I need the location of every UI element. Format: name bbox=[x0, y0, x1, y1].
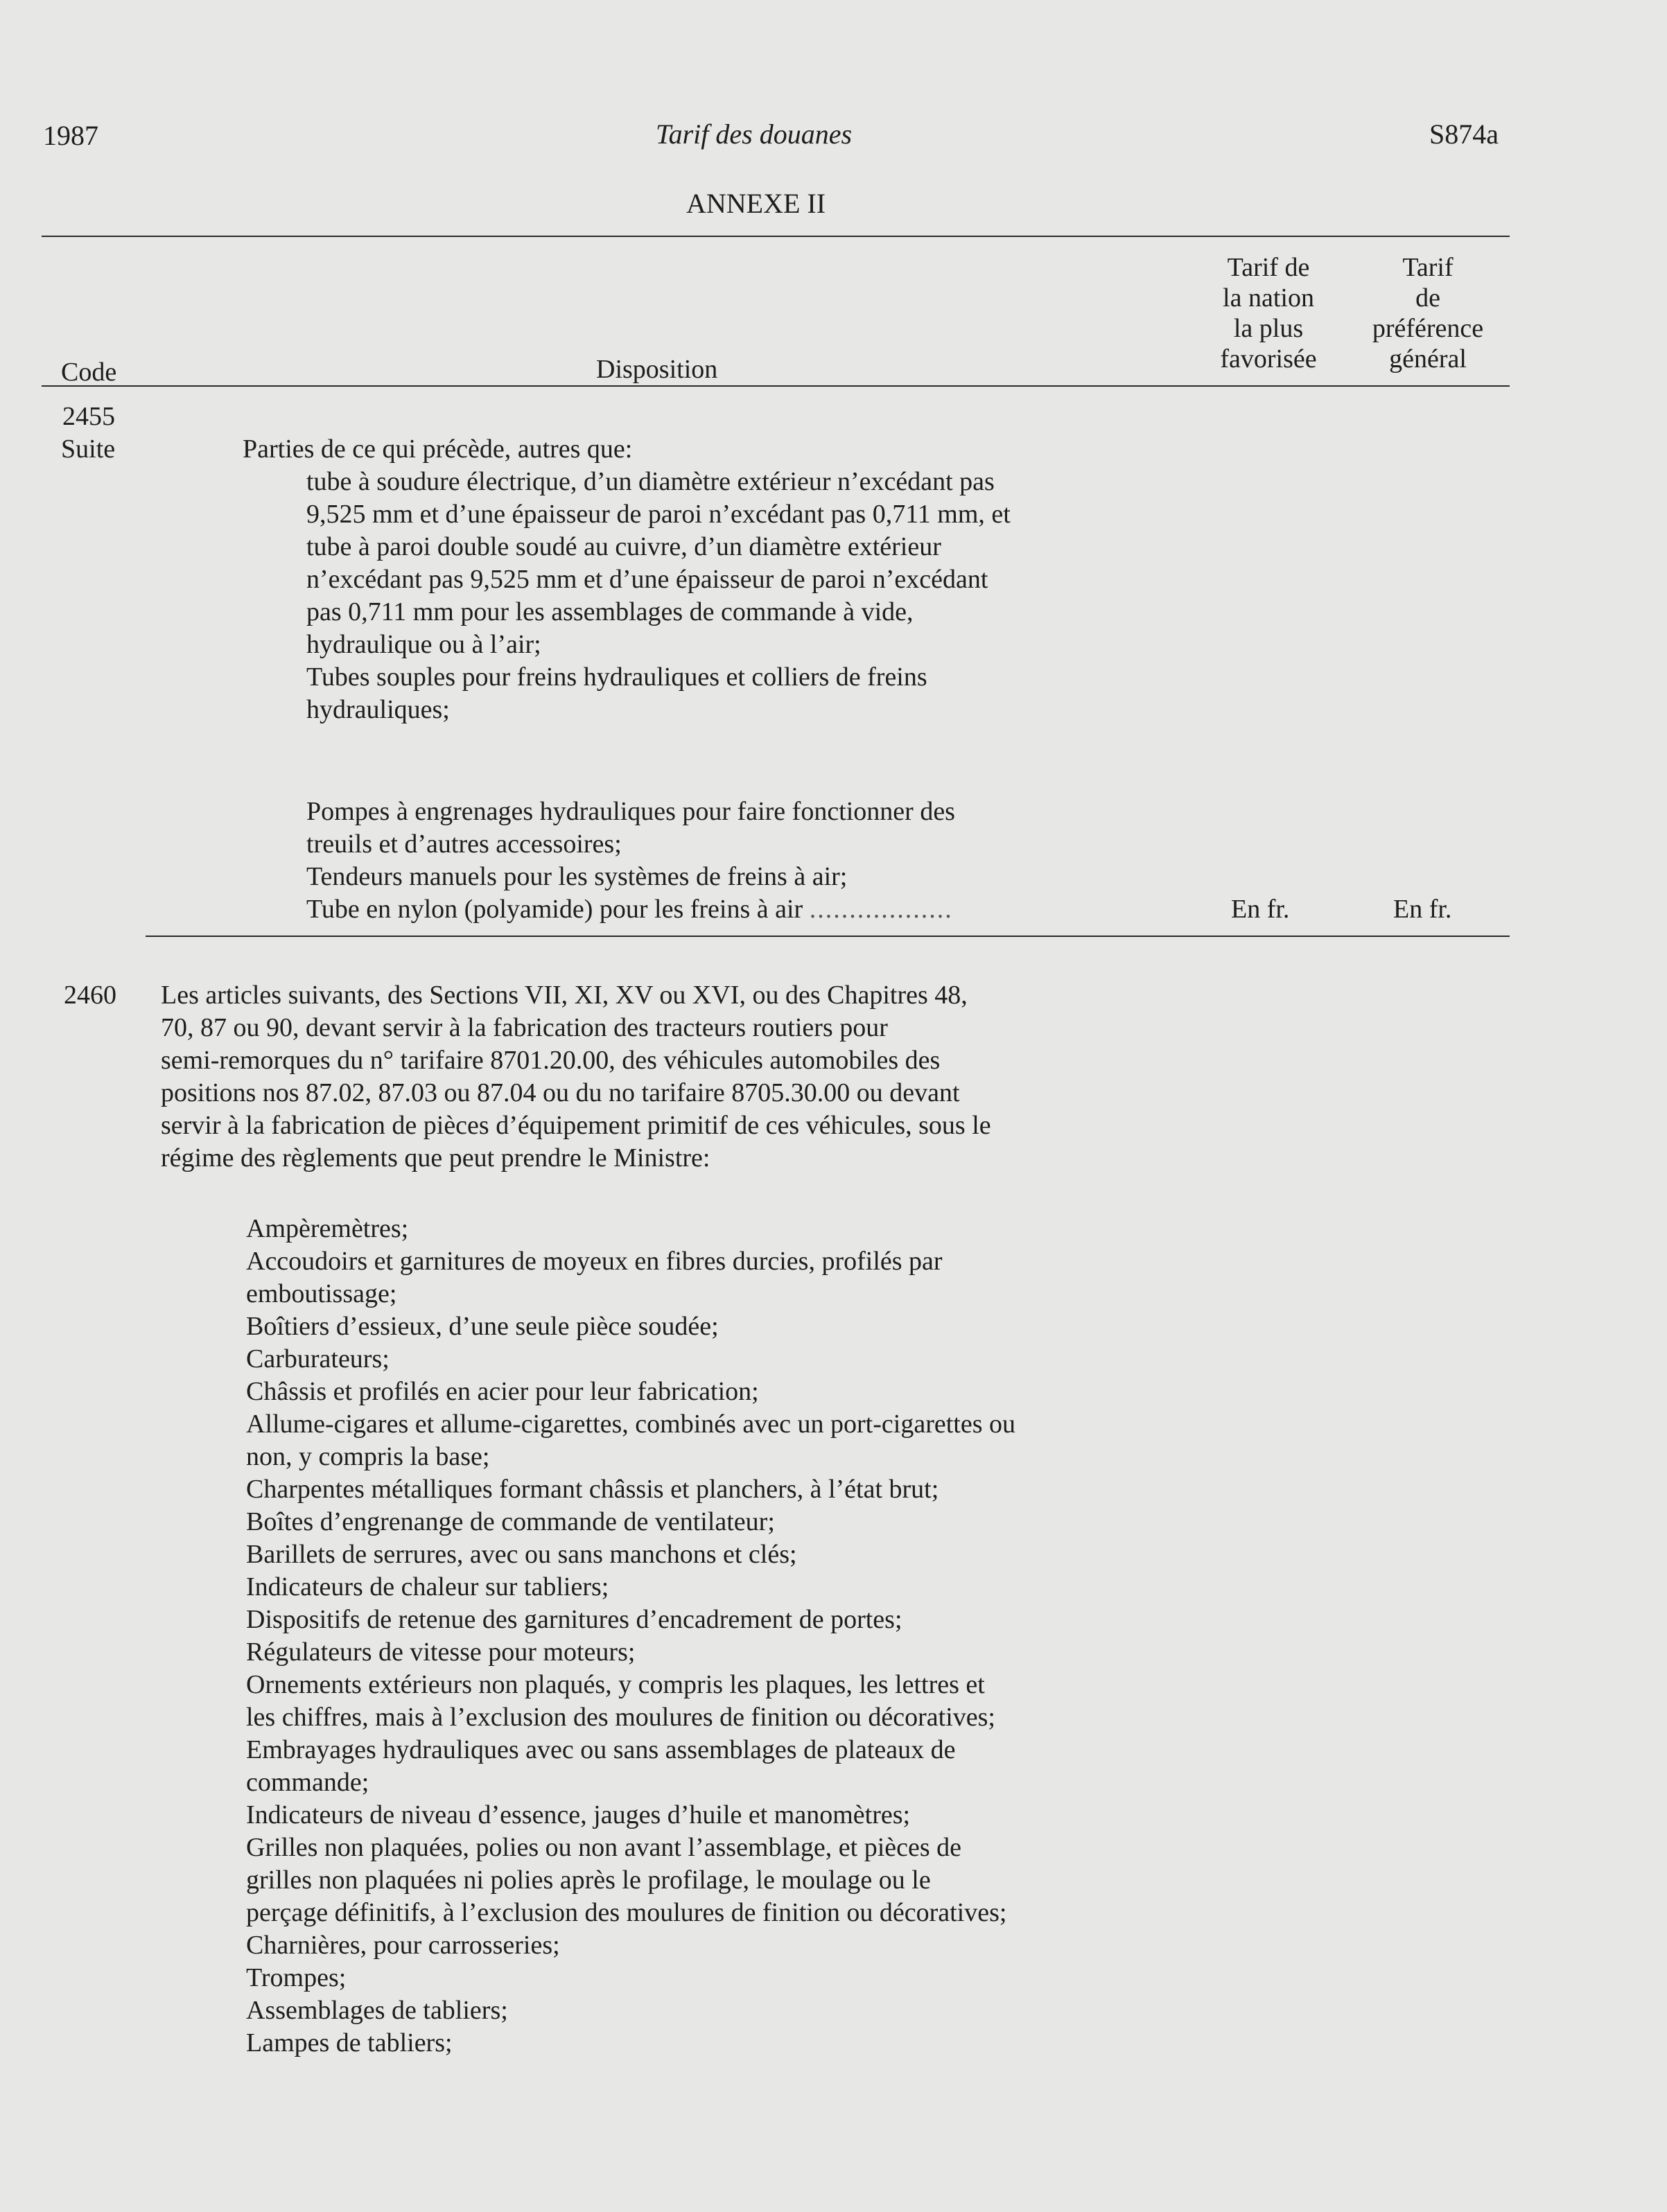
header-rule-top bbox=[42, 236, 1510, 237]
list-item: Dispositifs de retenue des garnitures d’encadrement de portes; bbox=[246, 1605, 902, 1634]
mfn-line: la nation bbox=[1223, 283, 1314, 313]
list-item: Trompes; bbox=[246, 1963, 347, 1992]
annex-title: ANNEXE II bbox=[686, 188, 826, 219]
text-line: treuils et d’autres accessoires; bbox=[306, 830, 622, 859]
list-item: Charnières, pour carrosseries; bbox=[246, 1931, 560, 1960]
text-line: hydraulique ou à l’air; bbox=[306, 630, 541, 659]
list-item: emboutissage; bbox=[246, 1279, 397, 1308]
list-item: Indicateurs de chaleur sur tabliers; bbox=[246, 1572, 609, 1601]
text-line: Tubes souples pour freins hydrauliques et colliers de freins bbox=[306, 662, 927, 692]
list-item: Assemblages de tabliers; bbox=[246, 1996, 508, 2025]
text-line: servir à la fabrication de pièces d’équipement primitif de ces véhicules, sous le bbox=[161, 1111, 991, 1140]
leader-dots: .................. bbox=[809, 895, 953, 924]
list-item: Charpentes métalliques formant châssis et planchers, à l’état brut; bbox=[246, 1475, 939, 1504]
header-rule-bottom bbox=[42, 385, 1510, 387]
text-line: Pompes à engrenages hydrauliques pour faire fonctionner des bbox=[306, 797, 955, 826]
list-item: commande; bbox=[246, 1768, 369, 1797]
code-2455: 2455 bbox=[62, 402, 115, 431]
entry-2455-last-line bbox=[306, 893, 953, 926]
last-line-text: Tube en nylon (polyamide) pour les freins à air bbox=[306, 895, 803, 924]
year: 1987 bbox=[43, 120, 98, 151]
text-line: n’excédant pas 9,525 mm et d’une épaisseur de paroi n’excédant bbox=[306, 565, 988, 594]
rate-gpt-2455: En fr. bbox=[1393, 895, 1452, 924]
running-title: Tarif des douanes bbox=[656, 119, 853, 150]
list-item: Carburateurs; bbox=[246, 1344, 390, 1373]
list-item: Allume-cigares et allume-cigarettes, combinés avec un port-cigarettes ou bbox=[246, 1410, 1015, 1439]
column-header-disposition: Disposition bbox=[596, 355, 718, 384]
text-line: 9,525 mm et d’une épaisseur de paroi n’excédant pas 0,711 mm, et bbox=[306, 500, 1011, 529]
list-item: Boîtes d’engrenange de commande de ventilateur; bbox=[246, 1507, 775, 1536]
list-item: Indicateurs de niveau d’essence, jauges d’huile et manomètres; bbox=[246, 1800, 911, 1829]
gpt-line: de bbox=[1415, 283, 1440, 313]
mfn-line: favorisée bbox=[1220, 344, 1317, 374]
list-item: Ornements extérieurs non plaqués, y compris les plaques, les lettres et bbox=[246, 1670, 985, 1699]
list-item: Accoudoirs et garnitures de moyeux en fibres durcies, profilés par bbox=[246, 1247, 943, 1276]
list-item: Lampes de tabliers; bbox=[246, 2028, 453, 2057]
text-line: régime des règlements que peut prendre le Ministre: bbox=[161, 1143, 710, 1173]
text-line: positions nos 87.02, 87.03 ou 87.04 ou du no tarifaire 8705.30.00 ou devant bbox=[161, 1078, 960, 1107]
entry-2455-sublist-2 bbox=[306, 796, 955, 893]
text-line: tube à soudure électrique, d’un diamètre extérieur n’excédant pas bbox=[306, 467, 995, 496]
text-line: hydrauliques; bbox=[306, 695, 450, 724]
entry-2460-intro bbox=[161, 979, 991, 1175]
page-reference: S874a bbox=[1429, 119, 1499, 150]
list-item: Barillets de serrures, avec ou sans manchons et clés; bbox=[246, 1540, 797, 1569]
text-line: 70, 87 ou 90, devant servir à la fabrication des tracteurs routiers pour bbox=[161, 1013, 888, 1042]
text-line: Les articles suivants, des Sections VII, XI, XV ou XVI, ou des Chapitres 48, bbox=[161, 981, 968, 1010]
text-line: Tendeurs manuels pour les systèmes de freins à air; bbox=[306, 862, 848, 891]
list-item: non, y compris la base; bbox=[246, 1442, 490, 1471]
column-header-gpt bbox=[1345, 252, 1511, 374]
code-suite: Suite bbox=[61, 434, 116, 464]
list-item: Châssis et profilés en acier pour leur fabrication; bbox=[246, 1377, 759, 1406]
entry-separator bbox=[146, 936, 1510, 937]
list-item: Boîtiers d’essieux, d’une seule pièce soudée; bbox=[246, 1312, 719, 1341]
list-item: Grilles non plaquées, polies ou non avant l’assemblage, et pièces de bbox=[246, 1833, 962, 1862]
mfn-line: la plus bbox=[1233, 314, 1304, 343]
column-header-code: Code bbox=[61, 358, 117, 387]
code-2460: 2460 bbox=[64, 981, 116, 1010]
list-item: Ampèremètres; bbox=[246, 1214, 409, 1243]
list-item: les chiffres, mais à l’exclusion des moulures de finition ou décoratives; bbox=[246, 1703, 995, 1732]
mfn-line: Tarif de bbox=[1227, 253, 1310, 282]
gpt-line: préférence bbox=[1372, 314, 1484, 343]
text-line: pas 0,711 mm pour les assemblages de commande à vide, bbox=[306, 597, 914, 626]
column-header-mfn bbox=[1185, 252, 1352, 374]
entry-2460-items bbox=[246, 1213, 1015, 2060]
list-item: Régulateurs de vitesse pour moteurs; bbox=[246, 1638, 636, 1667]
list-item: grilles non plaquées ni polies après le profilage, le moulage ou le bbox=[246, 1866, 931, 1895]
text-line: semi-remorques du n° tarifaire 8701.20.00, des véhicules automobiles des bbox=[161, 1046, 941, 1075]
entry-2455-sublist bbox=[306, 466, 1011, 726]
gpt-line: Tarif bbox=[1402, 253, 1454, 282]
list-item: perçage définitifs, à l’exclusion des moulures de finition ou décoratives; bbox=[246, 1898, 1007, 1927]
gpt-line: général bbox=[1389, 344, 1467, 374]
entry-2455-intro: Parties de ce qui précède, autres que: bbox=[243, 434, 633, 464]
list-item: Embrayages hydrauliques avec ou sans assemblages de plateaux de bbox=[246, 1735, 956, 1764]
text-line: tube à paroi double soudé au cuivre, d’un diamètre extérieur bbox=[306, 532, 941, 561]
rate-mfn-2455: En fr. bbox=[1231, 895, 1290, 924]
